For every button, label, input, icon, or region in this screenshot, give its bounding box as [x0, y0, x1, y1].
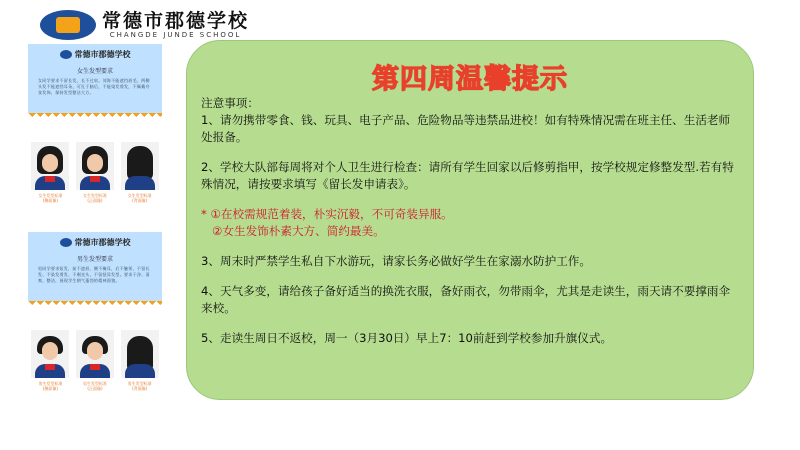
girl-side-photo: [31, 142, 69, 190]
poster-title: 女生发型要求: [76, 68, 113, 75]
photo-caption: 男生发型标准 (正面像): [82, 381, 107, 391]
notice-title: 第四周温馨提示: [372, 64, 568, 95]
notice-item-3: 3、周末时严禁学生私自下水游玩，请家长务必做好学生在家溺水防护工作。: [201, 254, 591, 268]
boys-hair-poster: [28, 232, 162, 308]
girl-back-photo: [121, 142, 159, 190]
zigzag-border: [28, 301, 162, 308]
school-name: 常德市郡德学校: [102, 10, 250, 32]
poster-title: 男生发型要求: [76, 256, 113, 263]
photo-caption: 男生发型标准 (背面像): [127, 381, 152, 391]
photo-card: [120, 330, 160, 391]
photo-caption: 女生发型标准 (侧面像): [38, 193, 63, 203]
photo-card: [120, 142, 160, 203]
notice-item-5: 5、走读生周日不返校，周一（3月30日）早上7：10前赶到学校参加升旗仪式。: [201, 331, 613, 345]
photo-card: [30, 330, 70, 391]
poster-logo: [60, 238, 72, 247]
notice-item-4: 4、天气多变，请给孩子备好适当的换洗衣服，备好雨衣，勿带雨伞，尤其是走读生，雨天请不要撑雨伞来校。: [201, 284, 731, 315]
girl-front-photo: [76, 142, 114, 190]
photo-caption: 男生发型标准 (侧面像): [38, 381, 63, 391]
school-header: [40, 8, 249, 42]
photo-card: [75, 142, 115, 203]
boy-side-photo: [31, 330, 69, 378]
boy-back-photo: [121, 330, 159, 378]
photo-caption: 女生发型标准 (背面像): [127, 193, 152, 203]
notice-content: [201, 95, 741, 347]
girls-photo-row: [28, 142, 162, 203]
notice-item-2: 2、学校大队部每周将对个人卫生进行检查：请所有学生回家以后修剪指甲，按学校规定修整发型.若有特殊情况，请按要求填写《留长发申请表》。: [201, 160, 734, 191]
notice-item-2-emphasis-1: * ①在校需规范着装，朴实沉毅，不可奇装异服。: [201, 207, 453, 221]
zigzag-border: [28, 113, 162, 120]
notice-intro: 注意事项：: [201, 96, 259, 110]
photo-card: [75, 330, 115, 391]
photo-caption: 女生发型标准 (正面像): [82, 193, 107, 203]
girls-hair-poster: [28, 44, 162, 120]
boys-photo-row: [28, 330, 162, 391]
poster-logo: [60, 50, 72, 59]
notice-item-1: 1、请勿携带零食、钱、玩具、电子产品、危险物品等违禁品进校！如有特殊情况需在班主任、生活老师处报备。: [201, 113, 731, 144]
poster-text: 女同学要求不留长发，长不过肩。刘海不能遮挡眉毛，两侧头发不能遮挡耳朵，可扎于脑后，不能染发烫发，不佩戴夸张发饰，保持发型整洁大方。: [38, 78, 150, 95]
poster-text: 男同学要求短发，前不遮眉，侧不掩耳，后不触领，不留长发、不染发烫发、不剃光头、不留怪异发型。要求干净、清爽、整洁，展现学生朝气蓬勃的精神面貌。: [38, 266, 150, 283]
poster-school-name: 常德市郡德学校: [74, 236, 131, 247]
notice-card: [186, 40, 754, 400]
poster-school-name: 常德市郡德学校: [74, 48, 131, 59]
school-name-en: CHANGDE JUNDE SCHOOL: [109, 31, 242, 39]
boy-front-photo: [76, 330, 114, 378]
notice-item-2-emphasis-2: ②女生发饰朴素大方、简约最美。: [212, 224, 385, 238]
photo-card: [30, 142, 70, 203]
school-logo: [40, 10, 96, 40]
